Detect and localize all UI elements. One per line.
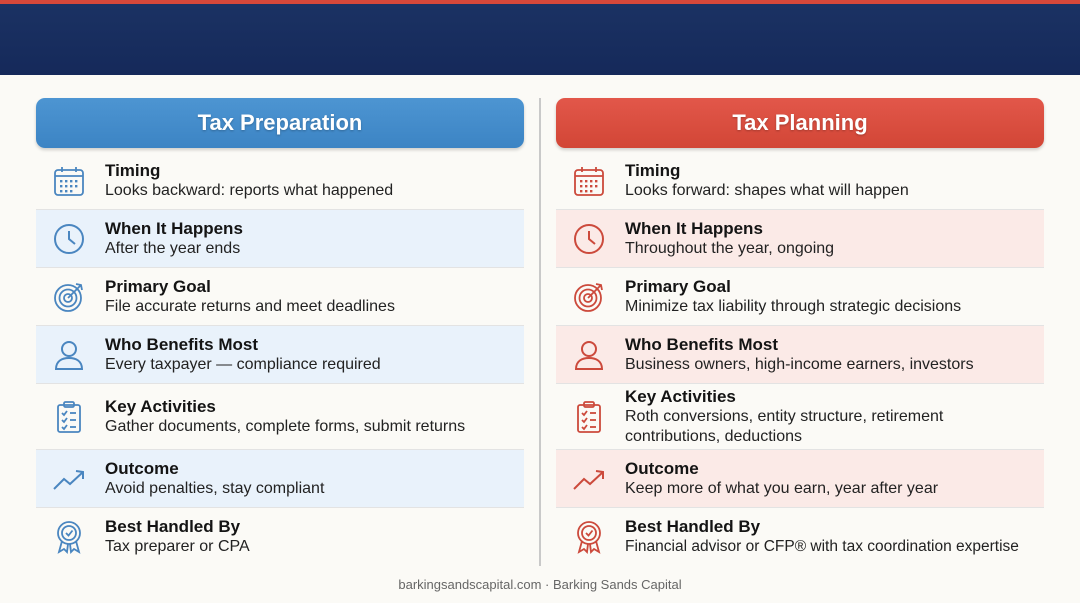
row-description: Throughout the year, ongoing	[625, 239, 835, 257]
comparison-row-beneficiary	[36, 326, 524, 384]
row-label: Best Handled By	[625, 517, 761, 536]
row-description: Minimize tax liability through strategic decisions	[625, 297, 962, 315]
row-label: Best Handled By	[105, 517, 241, 536]
top-banner	[0, 0, 1080, 75]
row-description: Looks forward: shapes what will happen	[625, 181, 909, 199]
row-description: Every taxpayer — compliance required	[105, 355, 381, 373]
award-icon	[52, 520, 86, 554]
clock-icon	[572, 222, 606, 256]
row-description: Keep more of what you earn, year after year	[625, 479, 939, 497]
comparison-row-goal	[556, 268, 1044, 326]
comparison-row-when	[36, 210, 524, 268]
person-icon	[52, 338, 86, 372]
row-label: When It Happens	[105, 218, 243, 238]
person-icon	[572, 338, 606, 372]
comparison-row-activities	[36, 384, 524, 450]
row-label: Key Activities	[625, 386, 736, 406]
comparison-row-beneficiary	[556, 326, 1044, 384]
row-label: Timing	[105, 160, 161, 180]
row-description: Financial advisor or CFP® with tax coordination expertise	[625, 538, 1019, 555]
row-label: Outcome	[105, 458, 179, 478]
row-label: Outcome	[625, 458, 699, 478]
comparison-row-timing	[556, 152, 1044, 210]
tax-preparation-column	[36, 98, 524, 566]
comparison-row-activities	[556, 384, 1044, 450]
target-icon	[572, 280, 606, 314]
comparison-row-handled-by	[36, 508, 524, 566]
row-label: Who Benefits Most	[105, 334, 258, 354]
calendar-icon	[52, 164, 86, 198]
comparison-row-goal	[36, 268, 524, 326]
target-icon	[52, 280, 86, 314]
comparison-row-outcome	[36, 450, 524, 508]
row-label: Primary Goal	[625, 276, 731, 296]
tax-planning-column	[556, 98, 1044, 566]
row-description: Tax preparer or CPA	[105, 538, 250, 555]
trend-up-icon	[572, 462, 606, 496]
row-description: After the year ends	[105, 239, 241, 257]
award-icon	[572, 520, 606, 554]
trend-up-icon	[52, 462, 86, 496]
column-header: Tax Planning	[556, 98, 1044, 148]
clock-icon	[52, 222, 86, 256]
comparison-row-timing	[36, 152, 524, 210]
comparison-row-handled-by	[556, 508, 1044, 566]
footer-credit: barkingsandscapital.com · Barking Sands Capital	[398, 577, 682, 592]
calendar-icon	[572, 164, 606, 198]
row-description: Business owners, high-income earners, investors	[625, 355, 974, 373]
row-label: Primary Goal	[105, 276, 211, 296]
row-description: Gather documents, complete forms, submit returns	[105, 417, 466, 435]
row-label: Timing	[625, 160, 681, 180]
column-header: Tax Preparation	[36, 98, 524, 148]
checklist-icon	[52, 400, 86, 434]
row-description: Looks backward: reports what happened	[105, 181, 394, 199]
row-label: When It Happens	[625, 218, 763, 238]
row-label: Key Activities	[105, 396, 216, 416]
row-description: File accurate returns and meet deadlines	[105, 297, 395, 315]
row-label: Who Benefits Most	[625, 334, 778, 354]
row-description: Avoid penalties, stay compliant	[105, 479, 325, 497]
checklist-icon	[572, 400, 606, 434]
column-divider	[539, 98, 541, 566]
comparison-row-when	[556, 210, 1044, 268]
row-description: Roth conversions, entity structure, retirement contributions, deductions	[625, 407, 944, 445]
comparison-row-outcome	[556, 450, 1044, 508]
